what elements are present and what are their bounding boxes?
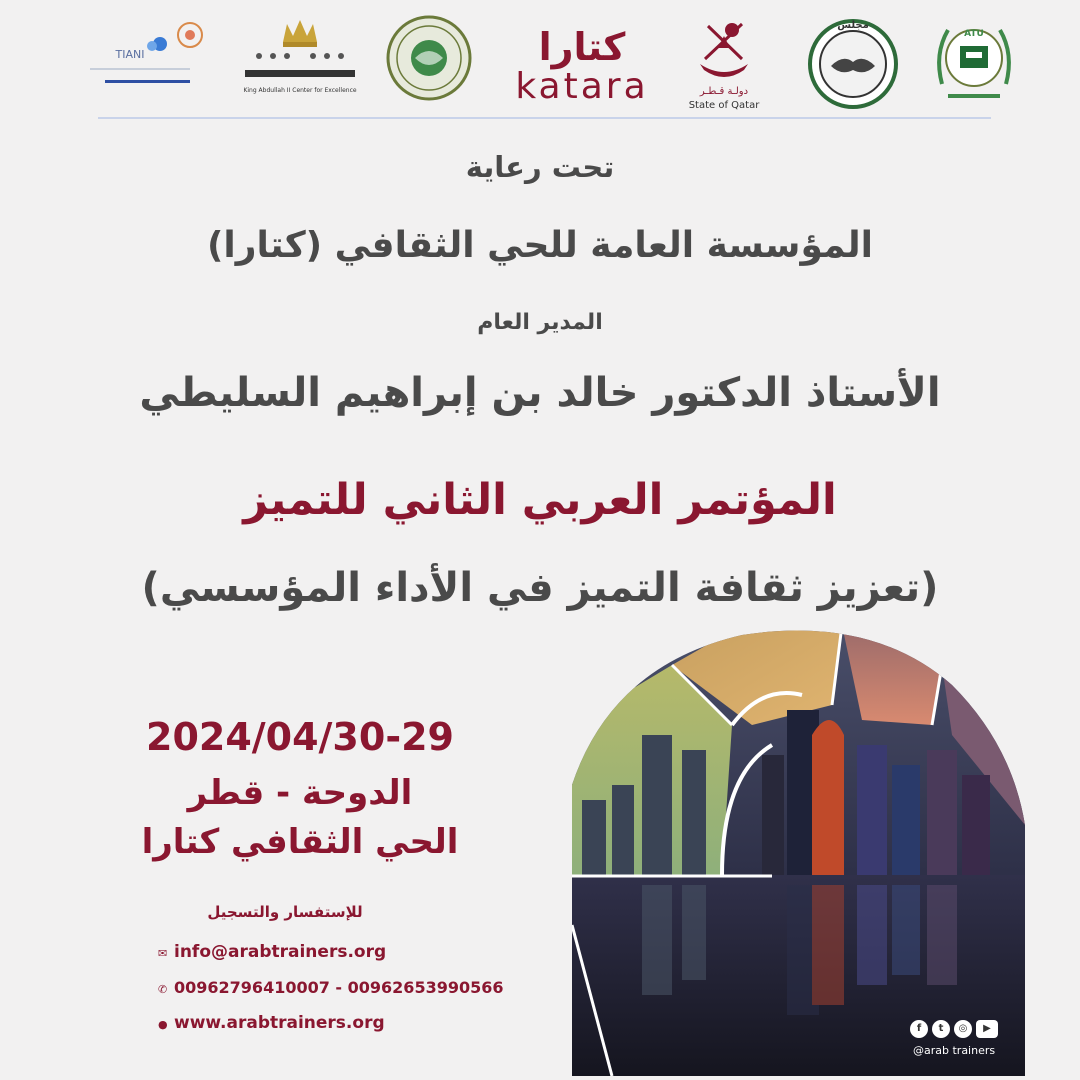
event-title: المؤتمر العربي الثاني للتميز bbox=[243, 475, 837, 525]
council-arabic: مجلس bbox=[837, 20, 869, 31]
event-city: الدوحة - قطر bbox=[187, 773, 413, 813]
role-title: المدير العام bbox=[477, 310, 603, 335]
katara-latin: katara bbox=[515, 66, 649, 107]
instagram-icon[interactable]: ◎ bbox=[954, 1020, 972, 1038]
atu-text: ATU bbox=[964, 29, 984, 39]
website-contact[interactable] bbox=[158, 1013, 385, 1033]
event-date: 2024/04/30-29 bbox=[146, 715, 454, 759]
doha-skyline-image bbox=[572, 625, 1025, 1076]
social-links bbox=[910, 1020, 998, 1042]
inquiry-label: للإستفسار والتسجيل bbox=[207, 903, 363, 921]
katara-arabic: كتارا bbox=[538, 25, 626, 69]
king-abdullah-center-logo bbox=[225, 12, 375, 98]
qatar-latin: State of Qatar bbox=[688, 100, 760, 111]
tiani-text: TIANI bbox=[115, 48, 145, 61]
qatar-arabic: دولـة قـطـر bbox=[699, 86, 749, 97]
email-text[interactable]: info@arabtrainers.org bbox=[174, 942, 387, 962]
phone-text[interactable]: 00962796410007 - 00962653990566 bbox=[174, 978, 504, 997]
facebook-icon[interactable]: f bbox=[910, 1020, 928, 1038]
phone-icon: ✆ bbox=[158, 983, 168, 996]
institution-name: المؤسسة العامة للحي الثقافي (كتارا) bbox=[206, 225, 874, 266]
youtube-icon[interactable]: ▶ bbox=[976, 1020, 998, 1038]
event-subtitle: (تعزيز ثقافة التميز في الأداء المؤسسي) bbox=[141, 565, 939, 611]
green-seal-logo bbox=[385, 14, 473, 102]
patron-name: الأستاذ الدكتور خالد بن إبراهيم السليطي bbox=[139, 370, 941, 416]
event-venue: الحي الثقافي كتارا bbox=[141, 822, 459, 862]
sponsor-logos bbox=[70, 8, 1020, 112]
globe-icon: ● bbox=[158, 1018, 168, 1031]
king-abdullah-caption: King Abdullah II Center for Excellence bbox=[243, 87, 357, 94]
council-logo bbox=[805, 14, 901, 110]
under-patronage-text: تحت رعاية bbox=[465, 150, 615, 184]
email-contact[interactable] bbox=[158, 942, 386, 962]
state-of-qatar-logo bbox=[680, 14, 770, 112]
phone-contact[interactable] bbox=[158, 978, 504, 997]
header-divider bbox=[98, 117, 991, 119]
website-text[interactable]: www.arabtrainers.org bbox=[174, 1013, 385, 1033]
social-handle: @arab trainers bbox=[913, 1044, 996, 1057]
envelope-icon: ✉ bbox=[158, 947, 168, 960]
katara-logo bbox=[500, 18, 665, 107]
ring-emblem-logo bbox=[175, 20, 205, 50]
atu-logo bbox=[928, 14, 1020, 110]
twitter-icon[interactable]: t bbox=[932, 1020, 950, 1038]
